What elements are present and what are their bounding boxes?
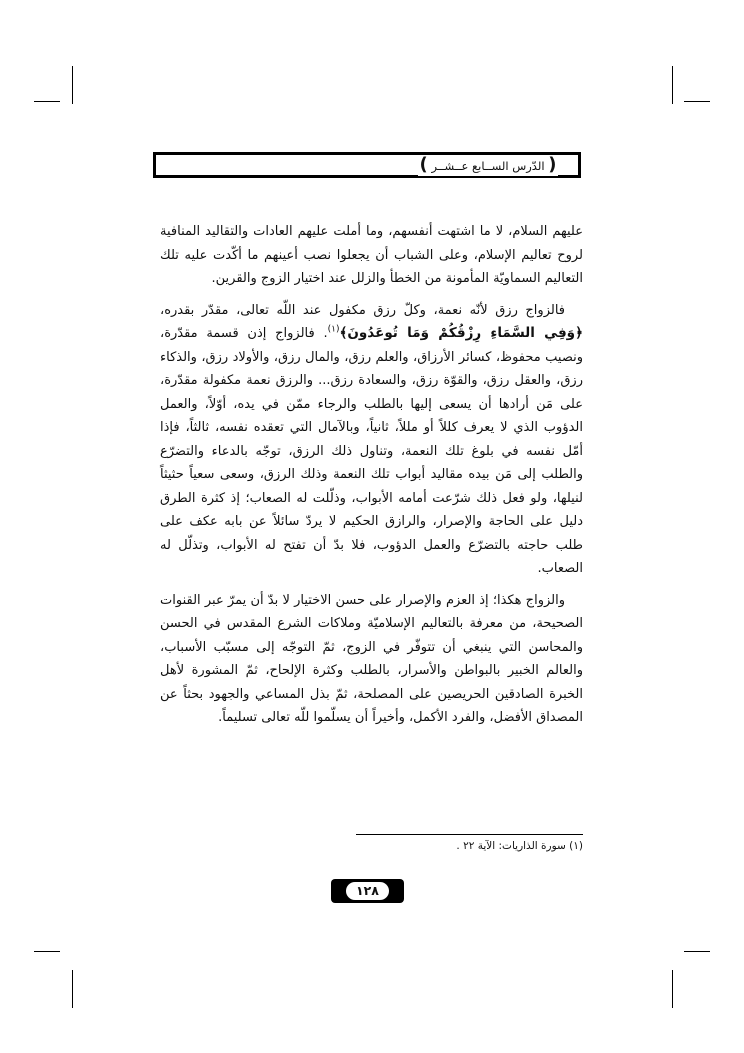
footnote-divider <box>356 834 583 835</box>
crop-mark-top-right-horizontal <box>684 101 710 102</box>
running-header <box>418 156 558 176</box>
paragraph-3: والزواج هكذا؛ إذ العزم والإصرار على حسن الاختيار لا بدّ أن يمرّ عبر القنوات الصحيحة، من معرفة بالتعاليم الإسلاميّة وملاكات الشرع المقدس في الحسن والمحاسن التي ينبغي أن تتوفّر في الزوج، ثمّ التوجّه إلى مسبّب الأسباب، والعالم الخبير بالبواطن والأسرار، بالطلب وكثرة الإلحاح، ثمّ المشورة لأهل الخبرة الصادقين الحريصين على المصلحة، ثمّ بذل المساعي والجهود بحثاً عن المصداق الأفضل، والفرد الأكمل، وأخيراً أن يسلّموا للّه تعالى تسليماً. <box>160 592 583 725</box>
paragraph-2 <box>160 299 583 581</box>
paragraph-2-body: . فالزواج إذن قسمة مقدّرة، ونصيب محفوظ، كسائر الأرزاق، والعلم رزق، والمال رزق، والأولاد رزق، والذكاء رزق، والعقل رزق، والقوّة رزق، والسعادة رزق... والرزق نعمة مكفولة مقدّرة، على مَن أرادها أن يسعى إليها بالطلب والرجاء ممّن في يده، أوّلاً، والعمل الدؤوب الذي لا يعرف كللاً أو مللاً، ثانياً، وبالآمال التي تعقده نفسه، ثالثاً، فإذا أمّل نفسه في بلوغ تلك النعمة، وتناول ذلك الرزق، توجّه بالدعاء والتضرّع والطلب إلى مَن بيده مقاليد أبواب تلك النعمة وذلك الرزق، وسعى سعياً حثيثاً لنيلها، ولو فعل ذلك شرّعت أمامه الأبواب، وذلّلت له الصعاب؛ إذ كثرة الطرق دليل على الحاجة والإصرار، والرازق الحكيم لا يردّ سائلاً عن بابه عكف على طلب حاجته بالتضرّع والعمل الدؤوب، فلا بدّ أن تفتح له الأبواب، وتذلّل له الصعاب. <box>160 326 583 576</box>
paragraph-2-intro: فالزواج رزق لأنّه نعمة، وكلّ رزق مكفول عند اللّه تعالى، مقدّر بقدره، <box>160 302 565 318</box>
header-bracket-right: ( <box>548 154 557 175</box>
crop-mark-bottom-right-vertical <box>672 970 673 1008</box>
page-body <box>160 220 583 738</box>
crop-mark-bottom-left-vertical <box>72 970 73 1008</box>
footnote-reference: (١) <box>327 324 340 335</box>
crop-mark-top-left-vertical <box>72 66 73 104</box>
footnote: (١) سورة الذاريات: الآية ٢٢ . <box>456 840 583 852</box>
paragraph-1: عليهم السلام، لا ما اشتهت أنفسهم، وما أملت عليهم العادات والتقاليد المنافية لروح تعاليم الإسلام، وعلى الشباب أن يجعلوا نصب أعينهم ما أكّدت عليه تلك التعاليم السماويّة المأمونة من الخطأ والزلل عند اختيار الزوج والقرين. <box>160 224 583 286</box>
crop-mark-bottom-left-horizontal <box>34 951 60 952</box>
quran-verse: ﴿وَفِي السَّمَاءِ رِزْقُكُمْ وَمَا تُوعَدُونَ﴾ <box>339 325 583 341</box>
page-number: ١٢٨ <box>346 882 389 900</box>
crop-mark-top-left-horizontal <box>34 101 60 102</box>
lesson-title: الدّرس الســابع عــشــر <box>431 159 545 173</box>
crop-mark-top-right-vertical <box>672 66 673 104</box>
header-bracket-left: ) <box>419 154 428 175</box>
crop-mark-bottom-right-horizontal <box>684 951 710 952</box>
